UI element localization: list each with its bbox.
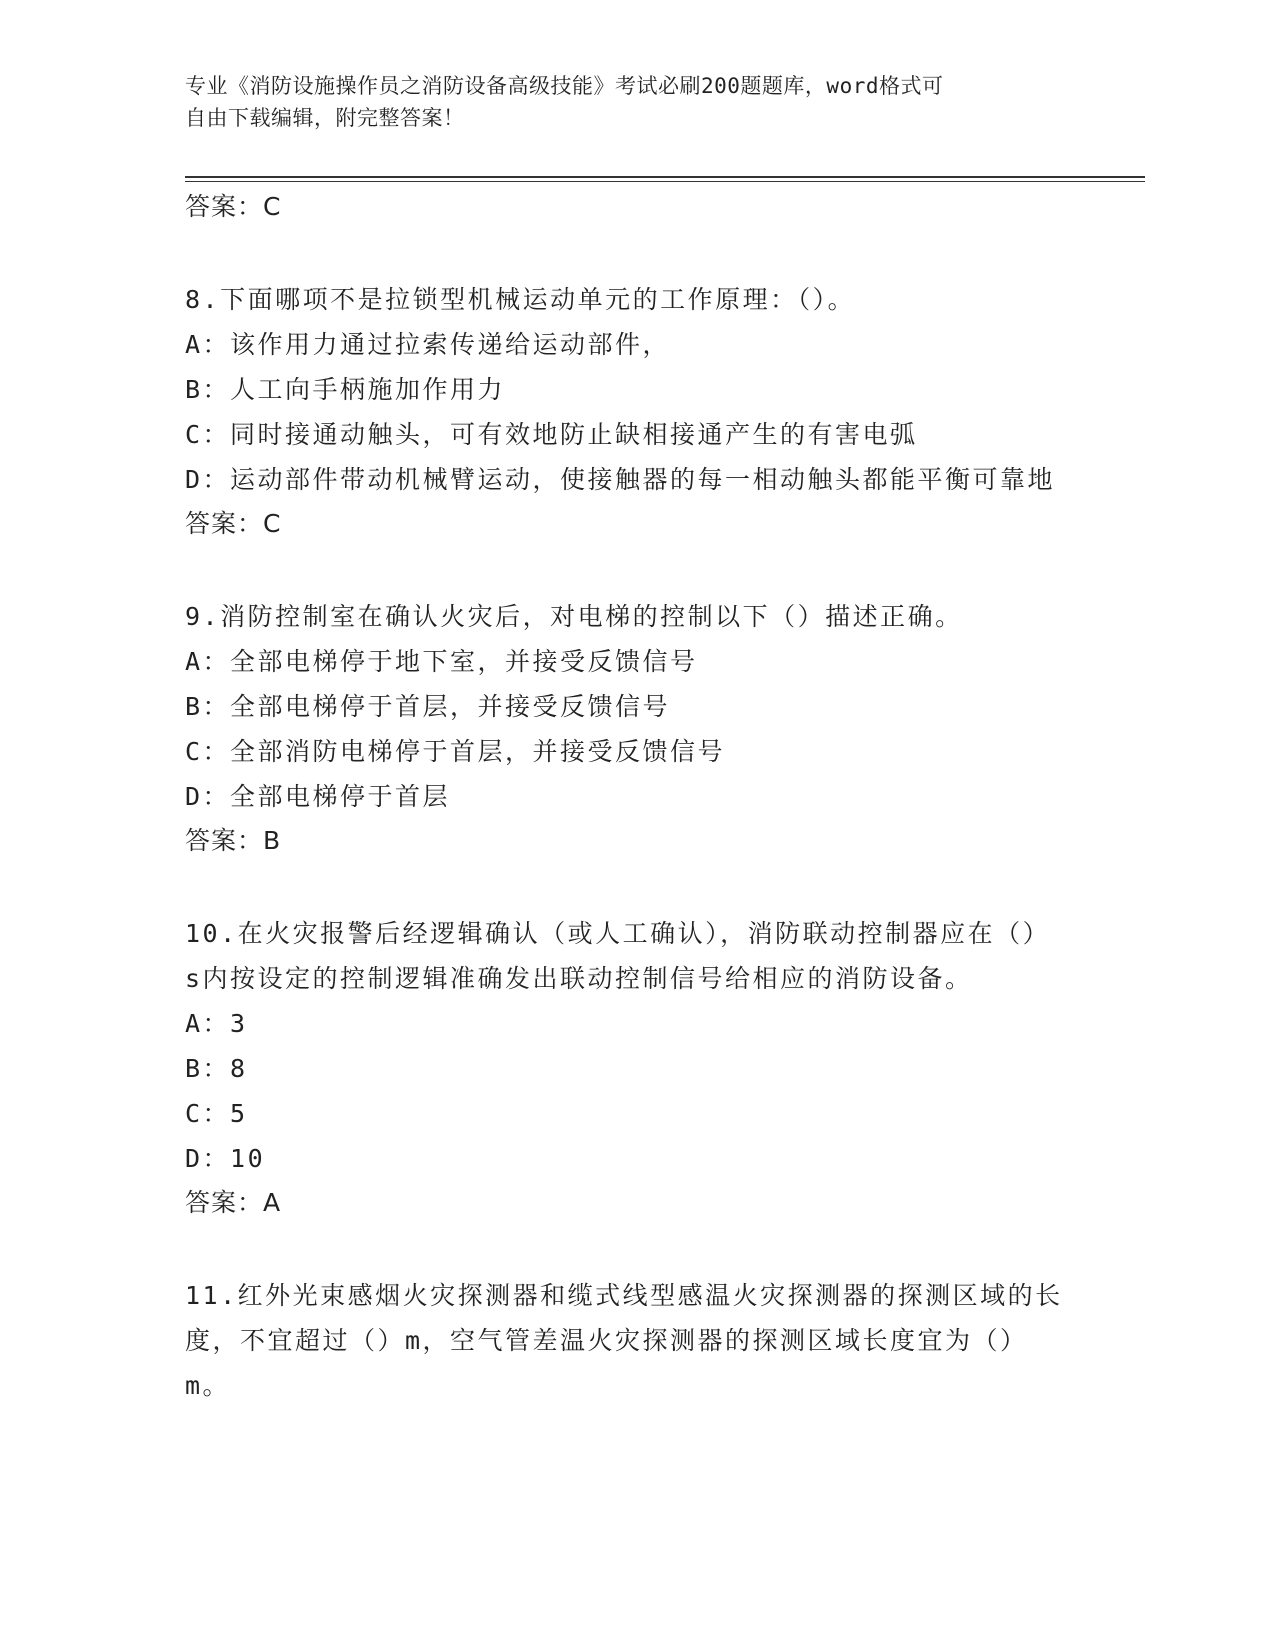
header-line-1: 专业《消防设施操作员之消防设备高级技能》考试必刷200题题库，word格式可 <box>185 74 944 98</box>
page-header <box>185 70 1065 134</box>
question-stem: 8.下面哪项不是拉锁型机械运动单元的工作原理：（）。 <box>185 285 856 314</box>
option-b: B：全部电梯停于首层，并接受反馈信号 <box>185 692 671 721</box>
option-a: A：3 <box>185 1009 248 1038</box>
question-stem: 9.消防控制室在确认火灾后，对电梯的控制以下（）描述正确。 <box>185 602 963 631</box>
header-divider-thin <box>185 181 1145 182</box>
question-block <box>185 911 1065 1225</box>
question-block <box>185 1273 1065 1408</box>
option-c: C：同时接通动触头，可有效地防止缺相接通产生的有害电弧 <box>185 420 918 449</box>
answer-line: 答案：B <box>185 826 282 855</box>
option-a: A：该作用力通过拉索传递给运动部件， <box>185 330 671 359</box>
answer-line: 答案：C <box>185 192 282 221</box>
option-b: B：人工向手柄施加作用力 <box>185 375 506 404</box>
option-c: C：全部消防电梯停于首层，并接受反馈信号 <box>185 737 726 766</box>
option-d: D：10 <box>185 1144 266 1173</box>
option-c: C：5 <box>185 1099 248 1128</box>
question-stem: 11.红外光束感烟火灾探测器和缆式线型感温火灾探测器的探测区域的长度，不宜超过（）m，空气管差温火灾探测器的探测区域长度宜为（）m。 <box>185 1281 1063 1400</box>
option-d: D：运动部件带动机械臂运动，使接触器的每一相动触头都能平衡可靠地 <box>185 465 1056 494</box>
answer-line: 答案：A <box>185 1188 282 1217</box>
answer-line: 答案：C <box>185 509 282 538</box>
option-d: D：全部电梯停于首层 <box>185 782 451 811</box>
option-a: A：全部电梯停于地下室，并接受反馈信号 <box>185 647 698 676</box>
header-line-2: 自由下载编辑，附完整答案！ <box>185 106 465 130</box>
question-block <box>185 277 1065 546</box>
question-stem: 10.在火灾报警后经逻辑确认（或人工确认），消防联动控制器应在（）s内按设定的控制逻辑准确发出联动控制信号给相应的消防设备。 <box>185 919 1051 993</box>
option-b: B：8 <box>185 1054 248 1083</box>
question-list <box>185 185 1065 1408</box>
question-block <box>185 594 1065 863</box>
header-divider-thick <box>185 176 1145 178</box>
